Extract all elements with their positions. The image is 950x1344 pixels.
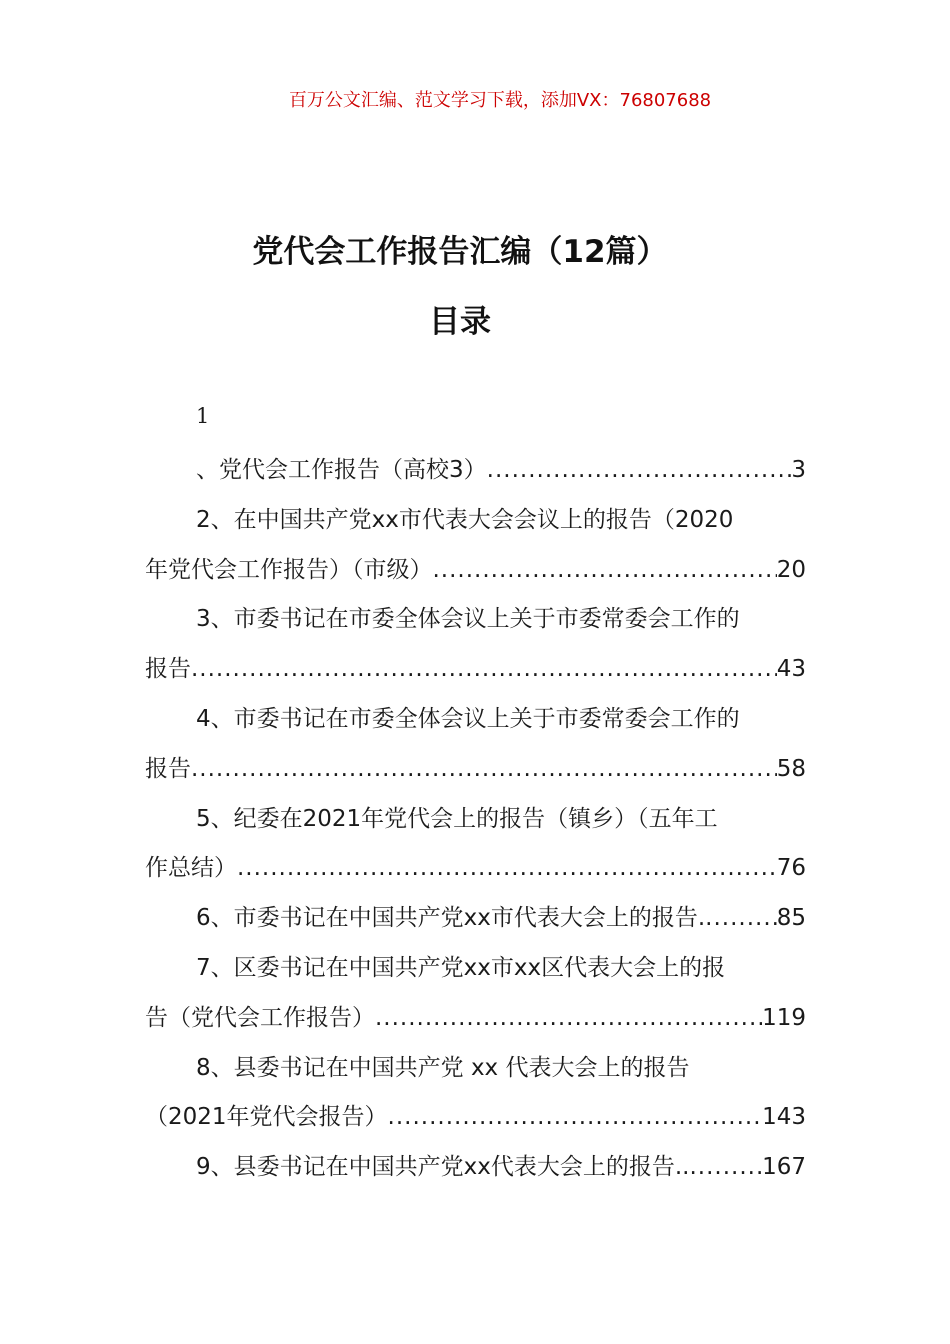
watermark-banner: 百万公文汇编、范文学习下载，添加VX：76807688 [288,90,712,111]
toc-line[interactable] [145,595,806,645]
toc-first-number: 1 [196,404,210,428]
toc-line[interactable] [145,645,806,695]
toc-entry-text: 8、县委书记在中国共产党 xx 代表大会上的报告 [196,1054,690,1081]
toc-line[interactable] [145,1044,806,1094]
toc-line[interactable] [145,546,806,596]
leader-dots [689,1143,762,1193]
toc-line[interactable] [145,695,806,745]
document-title: 党代会工作报告汇编（12篇） [252,234,668,270]
leader-dots [191,645,777,695]
toc-entry-text: （2021年党代会报告） [145,1104,388,1131]
toc-page-number: 43 [776,656,806,683]
toc-line[interactable] [145,795,806,845]
toc-entry-text: 作总结） [145,855,237,882]
leader-dots [388,1093,763,1143]
toc-entry-text: 、党代会工作报告（高校3） [196,457,487,483]
toc-page-number: 76 [776,855,806,882]
toc-line[interactable] [145,944,806,994]
toc-line[interactable] [145,1143,806,1193]
leader-dots [237,844,777,894]
toc-line[interactable] [145,1093,806,1143]
leader-dots [433,546,777,596]
toc-entry-text: 报告 [145,656,191,683]
toc-entry-text: 6、市委书记在中国共产党xx市代表大会上的报告. [196,905,706,932]
toc-entry-text: 9、县委书记在中国共产党xx代表大会上的报告.. [196,1154,690,1181]
toc-entry-text: 报告 [145,755,191,782]
toc-line[interactable] [145,844,806,894]
toc-entry-text: 年党代会工作报告）（市级） [145,556,433,583]
toc-page-number: 167 [762,1154,806,1181]
toc-entry-text: 4、市委书记在市委全体会议上关于市委常委会工作的 [196,705,740,732]
toc-page-number: 119 [762,1004,806,1031]
toc-entry-text: 7、区委书记在中国共产党xx市xx区代表大会上的报 [196,954,726,981]
toc-page-number: 85 [776,905,806,932]
toc-page-number: 3 [791,457,806,483]
leader-dots [191,745,777,795]
toc-line[interactable] [145,446,806,496]
toc-line[interactable] [145,894,806,944]
toc-page-number: 20 [776,556,806,583]
toc-page-number: 143 [762,1104,806,1131]
leader-dots [487,446,792,496]
toc-line[interactable] [145,496,806,546]
leader-dots [705,894,777,944]
table-of-contents [145,446,806,1193]
toc-line[interactable] [145,745,806,795]
toc-line[interactable] [145,994,806,1044]
toc-page-number: 58 [776,755,806,782]
leader-dots [375,994,762,1044]
toc-entry-text: 3、市委书记在市委全体会议上关于市委常委会工作的 [196,606,740,633]
toc-heading: 目录 [429,304,491,340]
toc-entry-text: 2、在中国共产党xx市代表大会会议上的报告（2020 [196,506,734,533]
toc-entry-text: 5、纪委在2021年党代会上的报告（镇乡）（五年工 [196,805,718,832]
toc-entry-text: 告（党代会工作报告） [145,1004,375,1031]
